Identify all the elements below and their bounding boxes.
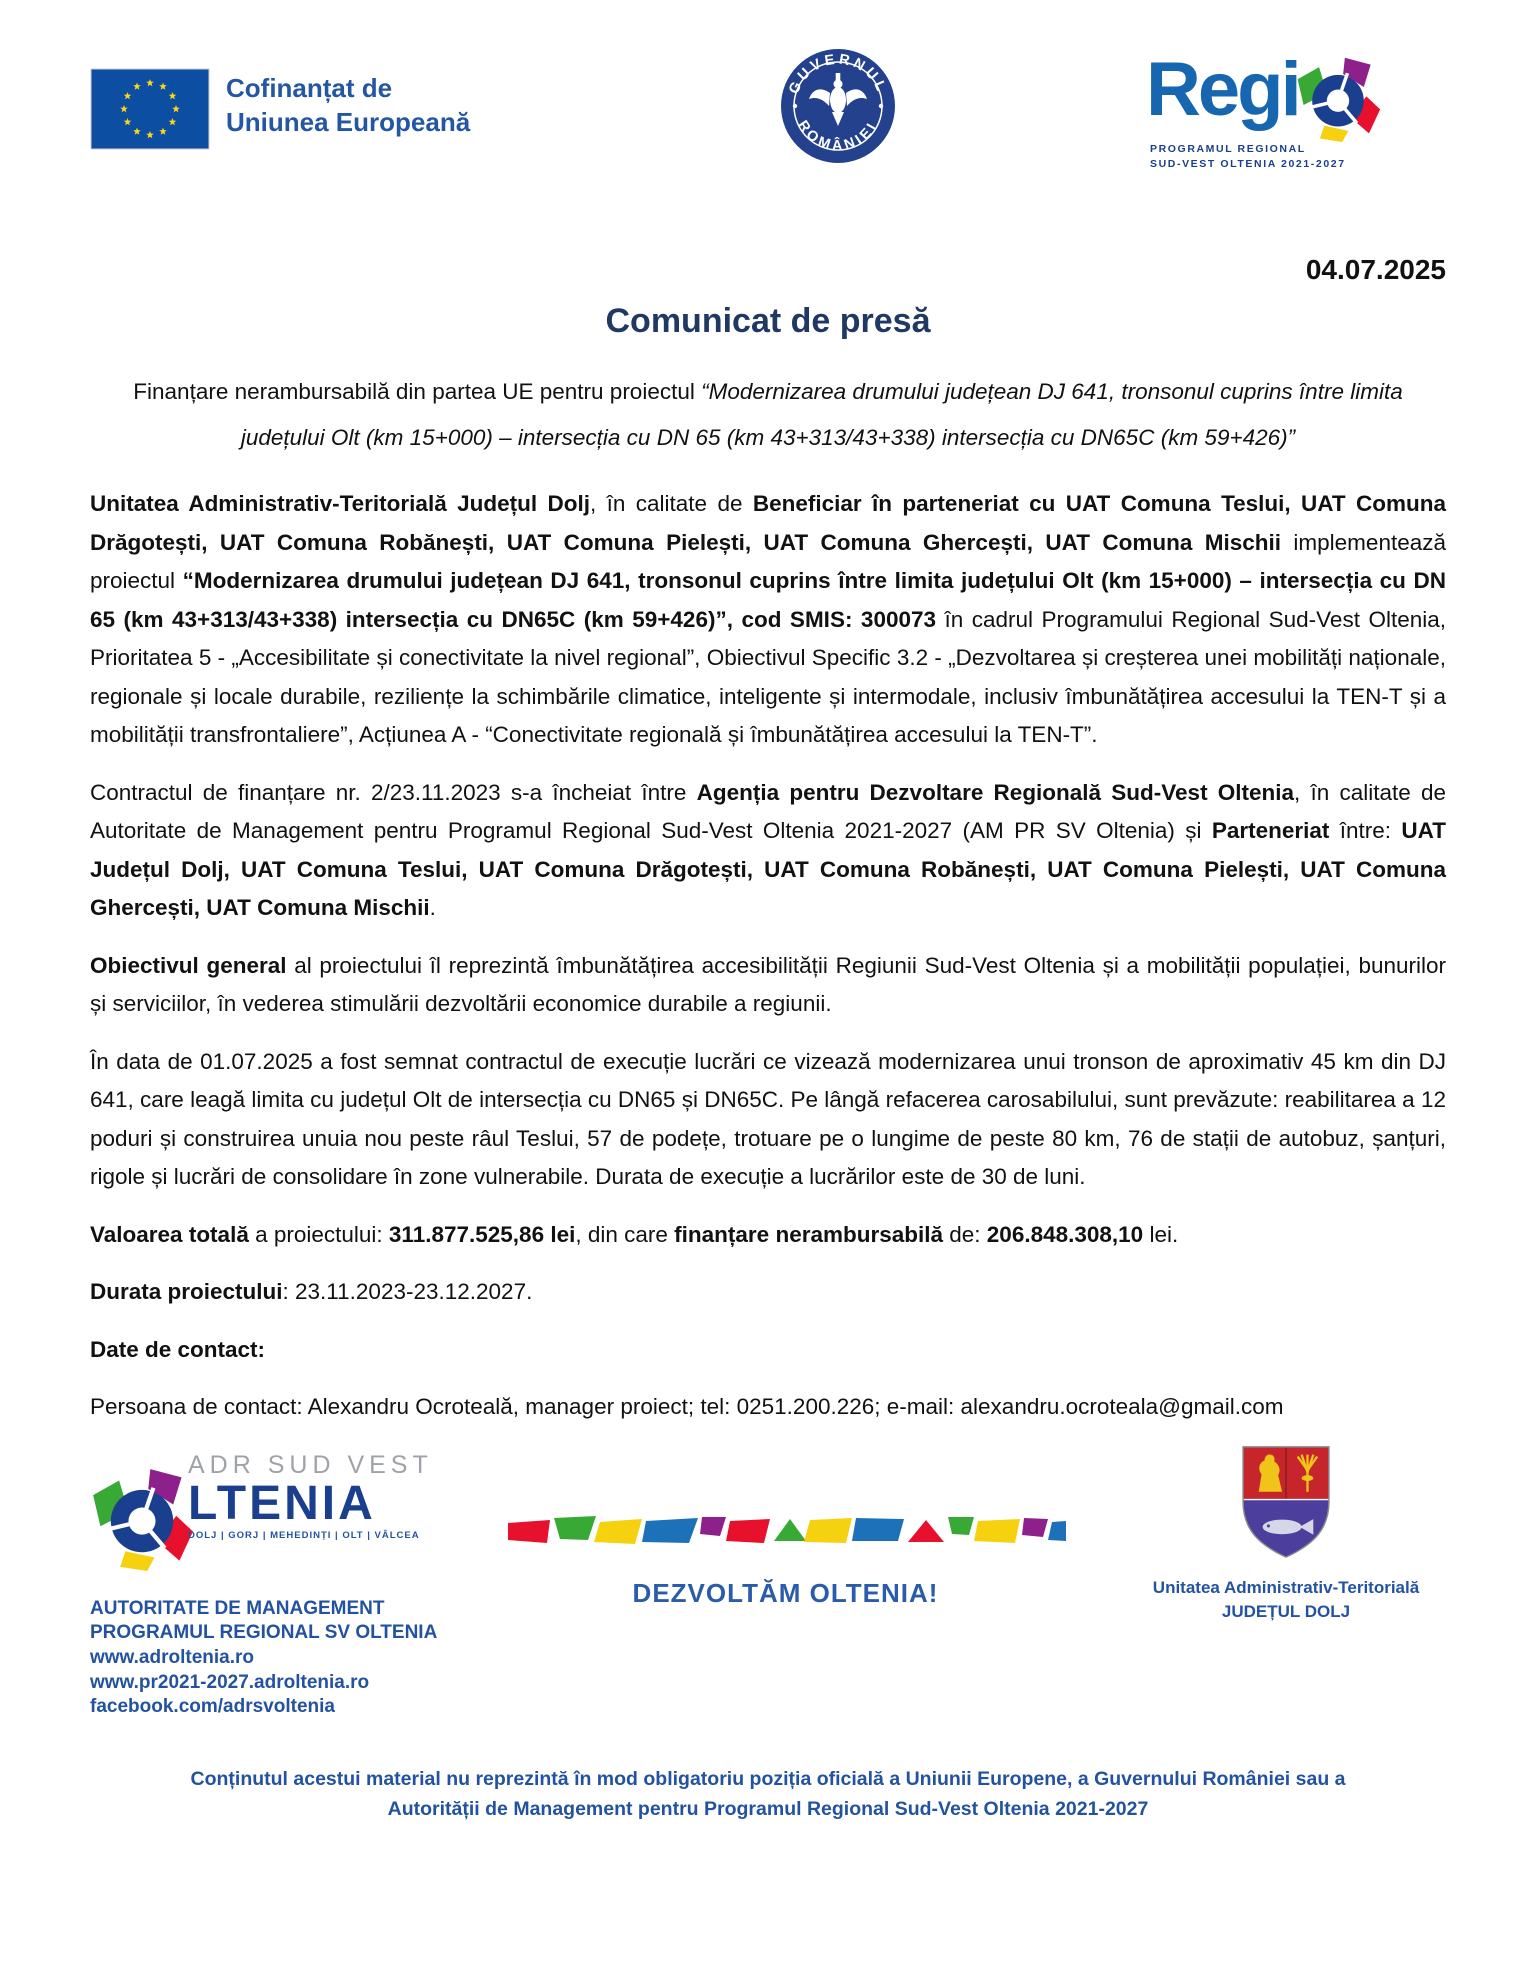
regio-logo xyxy=(1146,47,1446,172)
adr-top-label: ADR SUD VEST xyxy=(188,1450,433,1479)
dolj-caption-line2: JUDEȚUL DOLJ xyxy=(1221,1602,1351,1622)
adr-program-url: www.pr2021-2027.adroltenia.ro xyxy=(90,1671,370,1693)
paragraph-beneficiary: Unitatea Administrativ-Teritorială Județul Dolj, în calitate de Beneficiar în parteneriat cu UAT Comuna Teslui, UAT Comuna Drăgotești, UAT Comuna Robănești, UAT Comuna Pielești, UAT Comuna Ghercești, UAT Comuna Mischii implementează proiectul “Modernizarea drumului județean DJ 641, tronsonul cuprins între limita județului Olt (km 15+000) – intersecția cu DN 65 (km 43+313/43+338) intersecția cu DN65C (km 59+426)”, cod SMIS: 300073 în cadrul Programului Regional Sud-Vest Oltenia, Prioritatea 5 - „Accesibilitate și conectivitate la nivel regional”, Obiectivul Specific 3.2 - „Dezvoltarea și creșterea unei mobilități naționale, regionale și locale durabile, reziliențe la schimbările climatice, inteligente și intermodale, inclusiv îmbunătățirea accesului la TEN-T și a mobilității transfrontaliere”, Acțiunea A - “Conectivitate regională și îmbunătățirea accesului la TEN-T”. xyxy=(90,491,1447,747)
document-date: 04.07.2025 xyxy=(1305,254,1446,285)
intro-paragraph: Finanțare nerambursabilă din partea UE pentru proiectul “Modernizarea drumului județean DJ 641, tronsonul cuprins între limita județului Olt (km 15+000) – intersecția cu DN 65 (km 43+313/43+338) intersecția cu DN65C (km 59+426)” xyxy=(133,379,1403,450)
footer-logos xyxy=(90,1451,1446,1720)
gov-romania-logo xyxy=(778,46,898,171)
adr-emblem-icon xyxy=(90,1467,194,1571)
ribbon-icon xyxy=(506,1513,1066,1549)
eu-label-line1: Cofinanțat de xyxy=(226,73,393,103)
eu-flag-icon xyxy=(90,68,210,150)
eu-cofunded-label xyxy=(226,72,470,150)
paragraph-objective: Obiectivul general al proiectului îl reprezintă îmbunătățirea accesibilității Regiunii Sud-Vest Oltenia și a mobilității populației, bunurilor și serviciilor, în vederea stimulării dezvoltării economice durabile a regiunii. xyxy=(90,952,1447,1016)
document-body xyxy=(90,485,1446,1427)
disclaimer-text: Conținutul acestui material nu reprezintă în mod obligatoriu poziția oficială a Uniunii Europene, a Guvernului României sau a Autorității de Management pentru Programul Regional Sud-Vest Oltenia 2021-2027 xyxy=(190,1767,1346,1821)
adr-logo-block xyxy=(90,1451,445,1720)
slogan-text: DEZVOLTĂM OLTENIA! xyxy=(632,1577,939,1608)
adr-website-url: www.adroltenia.ro xyxy=(90,1646,254,1668)
paragraph-contact-person: Persoana de contact: Alexandru Ocroteală, manager proiect; tel: 0251.200.226; e-mail: alexandru.ocroteala@gmail.com xyxy=(90,1394,1284,1419)
dolj-caption-line1: Unitatea Administrativ-Teritorială xyxy=(1152,1577,1420,1597)
management-authority-block xyxy=(90,1597,445,1720)
regio-emblem-icon xyxy=(1295,56,1381,142)
paragraph-contact-heading: Date de contact: xyxy=(90,1336,266,1362)
eu-cofunded-logo xyxy=(90,68,470,150)
regio-wordmark: Regi xyxy=(1146,47,1299,132)
regio-tagline-line1: PROGRAMUL REGIONAL xyxy=(1150,142,1306,155)
regio-tagline-line2: SUD-VEST OLTENIA 2021-2027 xyxy=(1150,157,1346,170)
adr-wordmark-block xyxy=(188,1451,433,1542)
adr-wordmark: LTENIA xyxy=(188,1476,376,1530)
gov-seal-text-bottom: ROMÂNIEI xyxy=(794,117,882,155)
page-title: Comunicat de presă xyxy=(605,302,931,340)
header-logos xyxy=(90,47,1446,174)
am-line-2: PROGRAMUL REGIONAL SV OLTENIA xyxy=(90,1622,438,1644)
adr-oltenia-logo xyxy=(90,1451,445,1571)
gov-seal-text-top: GUVERNUL xyxy=(786,51,891,97)
paragraph-contract: Contractul de finanțare nr. 2/23.11.2023 s-a încheiat între Agenția pentru Dezvoltare Regională Sud-Vest Oltenia, în calitate de Autoritate de Management pentru Programul Regional Sud-Vest Oltenia 2021-2027 (AM PR SV Oltenia) și Parteneriat între: UAT Județul Dolj, UAT Comuna Teslui, UAT Comuna Drăgotești, UAT Comuna Robănești, UAT Comuna Pielești, UAT Comuna Ghercești, UAT Comuna Mischii. xyxy=(90,779,1447,920)
adr-facebook-url: facebook.com/adrsvoltenia xyxy=(90,1696,335,1718)
slogan-block xyxy=(445,1451,1126,1609)
am-line-1: AUTORITATE DE MANAGEMENT xyxy=(90,1597,385,1619)
dolj-logo-block xyxy=(1126,1441,1446,1625)
adr-counties-label: DOLJ | GORJ | MEHEDINȚI | OLT | VÂLCEA xyxy=(188,1530,420,1542)
dolj-coat-of-arms-icon xyxy=(1237,1441,1335,1563)
eu-label-line2: Uniunea Europeană xyxy=(226,106,471,137)
paragraph-value: Valoarea totală a proiectului: 311.877.525,86 lei, din care finanțare nerambursabilă de: 206.848.308,10 lei. xyxy=(90,1221,1179,1247)
regio-tagline xyxy=(1150,142,1346,172)
paragraph-works: În data de 01.07.2025 a fost semnat contractul de execuție lucrări ce vizează modernizarea unui tronson de aproximativ 45 km din DJ 641, care leagă limita cu județul Olt de intersecția cu DN65 și DN65C. Pe lângă refacerea carosabilului, sunt prevăzute: reabilitarea a 12 poduri și construirea unuia nou peste râul Teslui, 57 de podețe, trotuare pe o lungime de peste 80 km, 76 de stații de autobuz, șanțuri, rigole și lucrări de consolidare în zone vulnerabile. Durata de execuție a lucrărilor este de 30 de luni. xyxy=(90,1048,1446,1189)
gov-seal-icon xyxy=(778,46,898,166)
paragraph-duration: Durata proiectului: 23.11.2023-23.12.2027. xyxy=(90,1279,533,1304)
dolj-caption xyxy=(1126,1576,1446,1625)
